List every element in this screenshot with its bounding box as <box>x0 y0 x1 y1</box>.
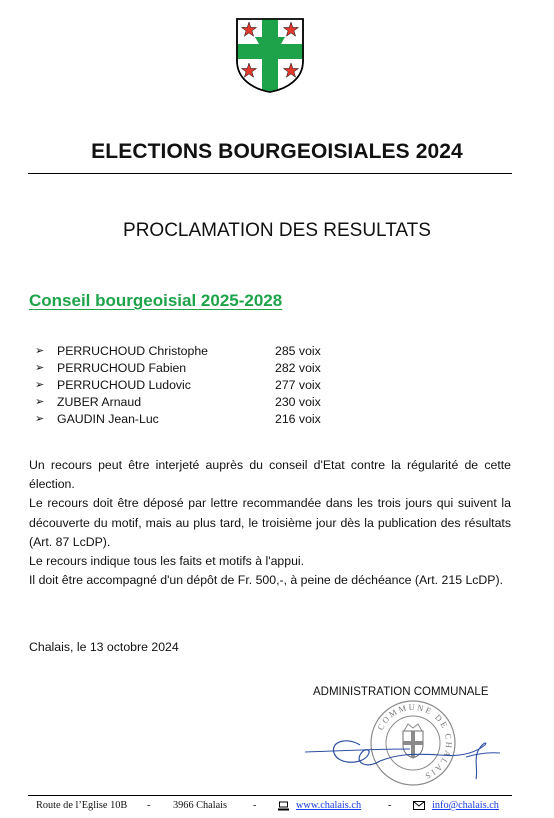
footer-separator: - <box>253 800 257 811</box>
page-subtitle: PROCLAMATION DES RESULTATS <box>123 220 431 241</box>
arrow-bullet-icon: ➢ <box>35 345 45 357</box>
footer <box>0 800 554 814</box>
list-item <box>30 344 370 361</box>
footer-address: Route de l’Eglise 10B <box>36 800 128 811</box>
list-item <box>30 378 370 395</box>
footer-separator: - <box>388 800 392 811</box>
title-divider <box>28 173 512 174</box>
page-title: ELECTIONS BOURGEOISIALES 2024 <box>91 140 463 163</box>
section-heading: Conseil bourgeoisial 2025-2028 <box>29 291 283 310</box>
candidate-votes: 230 voix <box>275 395 321 409</box>
candidate-name: PERRUCHOUD Christophe <box>57 344 209 358</box>
candidate-name: PERRUCHOUD Ludovic <box>57 378 191 392</box>
arrow-bullet-icon: ➢ <box>35 413 45 425</box>
candidate-votes: 282 voix <box>275 361 321 375</box>
notice-paragraph: Il doit être accompagné d'un dépôt de Fr. 500,-, à peine de déchéance (Art. 215 LcDP). <box>29 573 504 588</box>
arrow-bullet-icon: ➢ <box>35 379 45 391</box>
footer-separator: - <box>147 800 151 811</box>
signatory: ADMINISTRATION COMMUNALE <box>313 686 489 698</box>
candidate-votes: 277 voix <box>275 378 321 392</box>
handwritten-signature-icon <box>300 727 505 787</box>
email-link[interactable]: info@chalais.ch <box>432 800 499 811</box>
website-link[interactable]: www.chalais.ch <box>296 800 362 811</box>
list-item <box>30 412 370 429</box>
footer-divider <box>28 795 512 796</box>
candidate-name: GAUDIN Jean-Luc <box>57 412 159 426</box>
envelope-icon <box>413 801 425 813</box>
computer-icon <box>278 801 289 814</box>
arrow-bullet-icon: ➢ <box>35 396 45 408</box>
legal-notice <box>29 456 511 590</box>
candidate-votes: 216 voix <box>275 412 321 426</box>
candidate-name: PERRUCHOUD Fabien <box>57 361 187 375</box>
date-line: Chalais, le 13 octobre 2024 <box>29 640 179 654</box>
arrow-bullet-icon: ➢ <box>35 362 45 374</box>
candidate-name: ZUBER Arnaud <box>57 395 142 409</box>
results-list <box>30 344 370 429</box>
notice-paragraph: Un recours peut être interjeté auprès du conseil d'Etat contre la régularité de cette élection. <box>29 458 511 492</box>
svg-text:COMMUNE DE CHALAIS: COMMUNE DE CHALAIS <box>375 701 455 783</box>
notice-paragraph: Le recours indique tous les faits et motifs à l'appui. <box>29 554 305 569</box>
footer-city: 3966 Chalais <box>173 800 228 811</box>
notice-paragraph: Le recours doit être déposé par lettre recommandée dans les trois jours qui suivent la découverte du motif, mais au plus tard, le troisième jour dès la publication des résultats (Art. 87 LcDP). <box>29 496 511 549</box>
list-item <box>30 361 370 378</box>
list-item <box>30 395 370 412</box>
candidate-votes: 285 voix <box>275 344 321 358</box>
coat-of-arms-icon <box>235 17 305 93</box>
